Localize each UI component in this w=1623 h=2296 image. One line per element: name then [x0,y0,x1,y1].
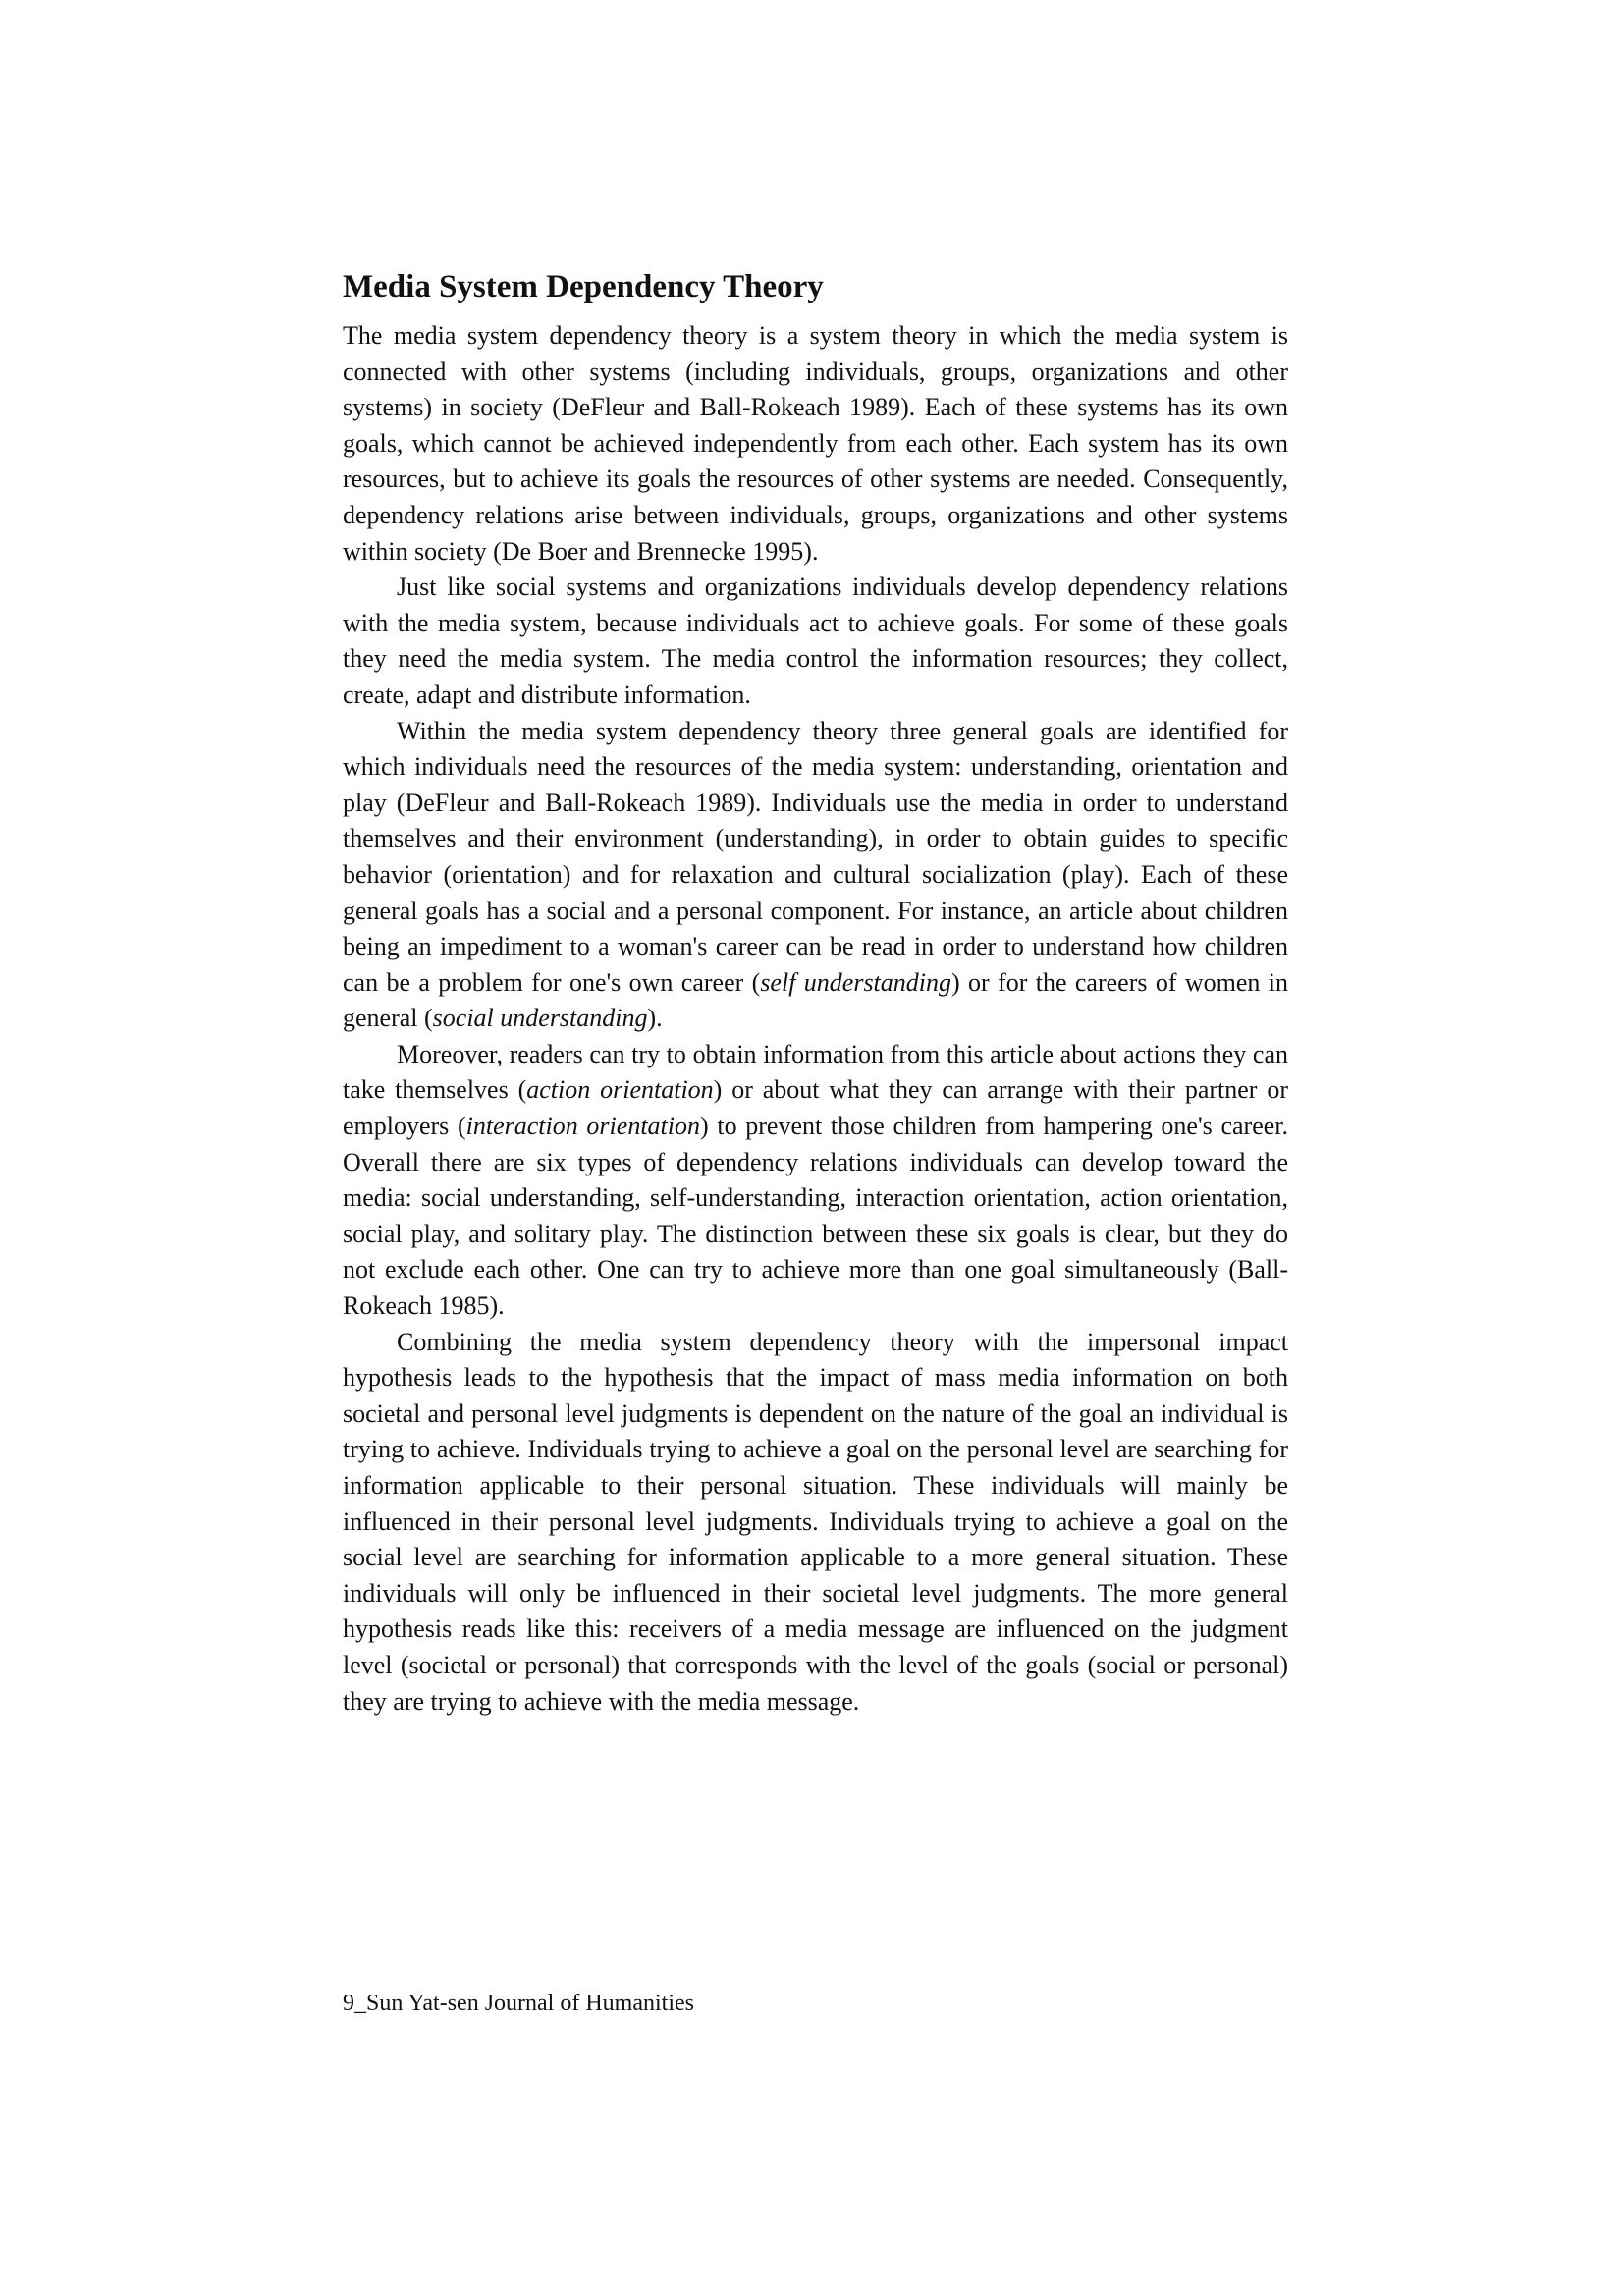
section-title: Media System Dependency Theory [343,269,824,304]
body-paragraph [343,1325,1288,1721]
italic-term: self understanding [760,967,952,997]
paragraph-text: Within the media system dependency theory three general goals are identified for which individuals need the resources of the media system: understanding, orientation and play (DeFleur and Ball-Rokeach 1989). Individuals use the media in order to understand themselves and their environment (understanding), in order to obtain guides to specific behavior (orientation) and for relaxation and cultural socialization (play). Each of these general goals has a social and a personal component. For instance, an article about children being an impediment to a woman's career can be read in order to understand how children can be a problem for one's own career ( [343,716,1288,997]
body-paragraph [343,1037,1288,1325]
paragraph-text: Just like social systems and organizations individuals develop dependency relations with the media system, because individuals act to achieve goals. For some of these goals they need the media system. The media control the information resources; they collect, create, adapt and distribute information. [343,573,1288,709]
italic-term: action orientation [526,1075,714,1105]
paragraph-text: ) or about what they can arrange with their partner or employers ( [343,1075,1288,1141]
paragraph-text: Combining the media system dependency theory with the impersonal impact hypothesis leads to the hypothesis that the impact of mass media information on both societal and personal level judgments is dependent on the nature of the goal an individual is trying to achieve. Individuals trying to achieve a goal on the personal level are searching for information applicable to their personal situation. These individuals will mainly be influenced in their personal level judgments. Individuals trying to achieve a goal on the social level are searching for information applicable to a more general situation. These individuals will only be influenced in their societal level judgments. The more general hypothesis reads like this: receivers of a media message are influenced on the judgment level (societal or personal) that corresponds with the level of the goals (social or personal) they are trying to achieve with the media message. [343,1327,1288,1716]
paragraph-text: ). [647,1004,663,1033]
italic-term: interaction orientation [465,1112,700,1141]
paragraph-text: ) or for the careers of women in general ( [343,967,1288,1033]
body-text [343,318,1288,1720]
paragraph-text: ) to prevent those children from hampering one's career. Overall there are six types of dependency relations individuals can develop toward the media: social understanding, self-understanding, interaction orientation, action orientation, social play, and solitary play. The distinction between these six goals is clear, but they do not exclude each other. One can try to achieve more than one goal simultaneously (Ball-Rokeach 1985). [343,1112,1288,1321]
paragraph-text: Moreover, readers can try to obtain information from this article about actions they can take themselves ( [343,1039,1288,1105]
italic-term: social understanding [432,1004,648,1033]
body-paragraph [343,318,1288,570]
page-footer: 9_Sun Yat-sen Journal of Humanities [343,1991,694,2016]
body-paragraph [343,570,1288,713]
article-section [343,265,1288,1720]
body-paragraph [343,714,1288,1037]
paragraph-text: The media system dependency theory is a system theory in which the media system is connected with other systems (including individuals, groups, organizations and other systems) in society (DeFleur and Ball-Rokeach 1989). Each of these systems has its own goals, which cannot be achieved independently from each other. Each system has its own resources, but to achieve its goals the resources of other systems are needed. Consequently, dependency relations arise between individuals, groups, organizations and other systems within society (De Boer and Brennecke 1995). [343,321,1288,566]
